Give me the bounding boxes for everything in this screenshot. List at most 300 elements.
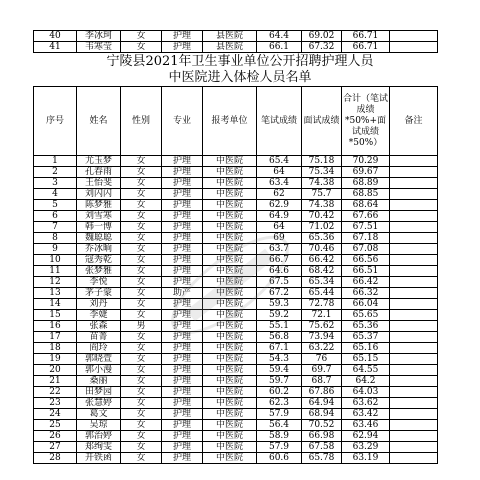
cell-sex: 女 bbox=[121, 42, 162, 53]
cell-note bbox=[390, 222, 438, 233]
cell-no: 6 bbox=[34, 211, 77, 222]
cell-sex: 女 bbox=[121, 178, 162, 189]
cell-interview: 65.36 bbox=[302, 233, 342, 244]
cell-written: 62 bbox=[257, 189, 302, 200]
cell-interview: 67.86 bbox=[302, 387, 342, 398]
cell-no: 20 bbox=[34, 365, 77, 376]
cell-sex: 女 bbox=[121, 277, 162, 288]
cell-no: 16 bbox=[34, 321, 77, 332]
cell-note bbox=[390, 409, 438, 420]
cell-note bbox=[390, 156, 438, 167]
cell-name: 陈梦雅 bbox=[77, 200, 121, 211]
cell-written: 54.3 bbox=[257, 354, 302, 365]
cell-total: 66.42 bbox=[342, 277, 390, 288]
cell-sex: 女 bbox=[121, 31, 162, 42]
cell-sex: 女 bbox=[121, 343, 162, 354]
cell-sex: 女 bbox=[121, 409, 162, 420]
cell-total: 64.2 bbox=[342, 376, 390, 387]
cell-no: 41 bbox=[34, 42, 77, 53]
table-row bbox=[34, 288, 438, 299]
cell-total: 67.66 bbox=[342, 211, 390, 222]
table-row bbox=[34, 244, 438, 255]
cell-major: 护理 bbox=[162, 244, 203, 255]
cell-major: 护理 bbox=[162, 332, 203, 343]
cell-written: 59.4 bbox=[257, 365, 302, 376]
table-row bbox=[34, 233, 438, 244]
cell-no: 4 bbox=[34, 189, 77, 200]
cell-sex: 女 bbox=[121, 255, 162, 266]
cell-unit: 中医院 bbox=[203, 398, 257, 409]
cell-sex: 女 bbox=[121, 310, 162, 321]
cell-major: 护理 bbox=[162, 431, 203, 442]
cell-written: 58.9 bbox=[257, 431, 302, 442]
cell-interview: 76 bbox=[302, 354, 342, 365]
cell-major: 护理 bbox=[162, 387, 203, 398]
cell-sex: 女 bbox=[121, 167, 162, 178]
cell-total: 63.46 bbox=[342, 420, 390, 431]
cell-interview: 75.18 bbox=[302, 156, 342, 167]
cell-written: 64 bbox=[257, 222, 302, 233]
cell-major: 护理 bbox=[162, 211, 203, 222]
cell-total: 70.29 bbox=[342, 156, 390, 167]
cell-no: 28 bbox=[34, 453, 77, 464]
cell-interview: 65.44 bbox=[302, 288, 342, 299]
cell-no: 7 bbox=[34, 222, 77, 233]
cell-total: 64.03 bbox=[342, 387, 390, 398]
cell-sex: 女 bbox=[121, 387, 162, 398]
cell-sex: 女 bbox=[121, 376, 162, 387]
cell-written: 60.2 bbox=[257, 387, 302, 398]
cell-total: 65.37 bbox=[342, 332, 390, 343]
cell-unit: 中医院 bbox=[203, 288, 257, 299]
cell-no: 21 bbox=[34, 376, 77, 387]
cell-major: 护理 bbox=[162, 420, 203, 431]
table-row bbox=[34, 365, 438, 376]
cell-sex: 女 bbox=[121, 200, 162, 211]
table-row bbox=[34, 255, 438, 266]
cell-unit: 中医院 bbox=[203, 255, 257, 266]
cell-interview: 70.42 bbox=[302, 211, 342, 222]
cell-note bbox=[390, 31, 438, 42]
table-row bbox=[34, 277, 438, 288]
cell-interview: 72.78 bbox=[302, 299, 342, 310]
cell-no: 2 bbox=[34, 167, 77, 178]
table-row bbox=[34, 310, 438, 321]
cell-name: 郑绚雯 bbox=[77, 442, 121, 453]
cell-sex: 女 bbox=[121, 442, 162, 453]
cell-unit: 中医院 bbox=[203, 299, 257, 310]
cell-written: 59.3 bbox=[257, 299, 302, 310]
cell-no: 12 bbox=[34, 277, 77, 288]
cell-interview: 66.42 bbox=[302, 255, 342, 266]
cell-interview: 67.32 bbox=[302, 42, 342, 53]
cell-unit: 中医院 bbox=[203, 365, 257, 376]
cell-major: 护理 bbox=[162, 266, 203, 277]
cell-major: 护理 bbox=[162, 365, 203, 376]
cell-note bbox=[390, 453, 438, 464]
cell-written: 64.4 bbox=[257, 31, 302, 42]
cell-unit: 县医院 bbox=[203, 31, 257, 42]
cell-interview: 65.78 bbox=[302, 453, 342, 464]
cell-unit: 中医院 bbox=[203, 453, 257, 464]
cell-name: 桑丽 bbox=[77, 376, 121, 387]
cell-major: 护理 bbox=[162, 343, 203, 354]
cell-interview: 75.34 bbox=[302, 167, 342, 178]
cell-interview: 75.62 bbox=[302, 321, 342, 332]
cell-note bbox=[390, 244, 438, 255]
cell-written: 56.4 bbox=[257, 420, 302, 431]
cell-no: 23 bbox=[34, 398, 77, 409]
cell-note bbox=[390, 365, 438, 376]
cell-major: 护理 bbox=[162, 233, 203, 244]
previous-list-table bbox=[33, 30, 438, 53]
page-subtitle: 中医院进入体检人员名单 bbox=[168, 70, 312, 85]
cell-name: 张梦雅 bbox=[77, 266, 121, 277]
cell-note bbox=[390, 266, 438, 277]
cell-written: 59.2 bbox=[257, 310, 302, 321]
table-row bbox=[34, 156, 438, 167]
header-note: 备注 bbox=[390, 87, 438, 156]
cell-interview: 74.38 bbox=[302, 178, 342, 189]
cell-sex: 女 bbox=[121, 233, 162, 244]
cell-unit: 中医院 bbox=[203, 409, 257, 420]
table-row bbox=[34, 420, 438, 431]
cell-note bbox=[390, 299, 438, 310]
cell-total: 66.71 bbox=[342, 31, 390, 42]
cell-interview: 65.34 bbox=[302, 277, 342, 288]
cell-interview: 67.58 bbox=[302, 442, 342, 453]
table-row bbox=[34, 398, 438, 409]
cell-unit: 县医院 bbox=[203, 42, 257, 53]
cell-name: 刘丹 bbox=[77, 299, 121, 310]
cell-major: 助产 bbox=[162, 288, 203, 299]
cell-total: 63.62 bbox=[342, 398, 390, 409]
cell-total: 66.32 bbox=[342, 288, 390, 299]
cell-total: 65.36 bbox=[342, 321, 390, 332]
cell-interview: 64.94 bbox=[302, 398, 342, 409]
cell-total: 67.18 bbox=[342, 233, 390, 244]
cell-sex: 女 bbox=[121, 189, 162, 200]
cell-major: 护理 bbox=[162, 167, 203, 178]
cell-no: 11 bbox=[34, 266, 77, 277]
cell-unit: 中医院 bbox=[203, 200, 257, 211]
cell-major: 护理 bbox=[162, 189, 203, 200]
cell-major: 护理 bbox=[162, 453, 203, 464]
cell-no: 15 bbox=[34, 310, 77, 321]
cell-no: 40 bbox=[34, 31, 77, 42]
cell-written: 56.8 bbox=[257, 332, 302, 343]
cell-unit: 中医院 bbox=[203, 354, 257, 365]
cell-name: 韦寒莹 bbox=[77, 42, 121, 53]
cell-name: 茅子蒙 bbox=[77, 288, 121, 299]
header-no: 序号 bbox=[34, 87, 77, 156]
header-name: 姓名 bbox=[77, 87, 121, 156]
header-unit: 报考单位 bbox=[203, 87, 257, 156]
cell-interview: 70.46 bbox=[302, 244, 342, 255]
table-row bbox=[34, 442, 438, 453]
cell-total: 65.16 bbox=[342, 343, 390, 354]
cell-interview: 68.94 bbox=[302, 409, 342, 420]
header-interview-score: 面试成绩 bbox=[302, 87, 342, 156]
cell-written: 67.2 bbox=[257, 288, 302, 299]
cell-sex: 女 bbox=[121, 244, 162, 255]
cell-sex: 女 bbox=[121, 222, 162, 233]
table-row bbox=[34, 376, 438, 387]
cell-note bbox=[390, 431, 438, 442]
cell-total: 62.94 bbox=[342, 431, 390, 442]
cell-unit: 中医院 bbox=[203, 222, 257, 233]
cell-total: 66.56 bbox=[342, 255, 390, 266]
cell-major: 护理 bbox=[162, 354, 203, 365]
cell-written: 66.7 bbox=[257, 255, 302, 266]
cell-name: 王怡斐 bbox=[77, 178, 121, 189]
cell-written: 62.9 bbox=[257, 200, 302, 211]
cell-unit: 中医院 bbox=[203, 321, 257, 332]
cell-name: 郭晓萱 bbox=[77, 354, 121, 365]
cell-sex: 女 bbox=[121, 431, 162, 442]
cell-total: 66.04 bbox=[342, 299, 390, 310]
cell-total: 63.19 bbox=[342, 453, 390, 464]
cell-sex: 女 bbox=[121, 156, 162, 167]
cell-note bbox=[390, 233, 438, 244]
cell-name: 李悦 bbox=[77, 277, 121, 288]
cell-major: 护理 bbox=[162, 200, 203, 211]
cell-unit: 中医院 bbox=[203, 431, 257, 442]
cell-interview: 75.7 bbox=[302, 189, 342, 200]
cell-no: 17 bbox=[34, 332, 77, 343]
header-written-score: 笔试成绩 bbox=[257, 87, 302, 156]
table-row bbox=[34, 211, 438, 222]
cell-unit: 中医院 bbox=[203, 376, 257, 387]
cell-interview: 66.98 bbox=[302, 431, 342, 442]
previous-list-body bbox=[34, 31, 438, 53]
cell-no: 18 bbox=[34, 343, 77, 354]
cell-interview: 70.52 bbox=[302, 420, 342, 431]
table-row bbox=[34, 222, 438, 233]
header-sex: 性别 bbox=[121, 87, 162, 156]
table-row bbox=[34, 332, 438, 343]
cell-no: 10 bbox=[34, 255, 77, 266]
table-row bbox=[34, 42, 438, 53]
cell-major: 护理 bbox=[162, 31, 203, 42]
cell-note bbox=[390, 178, 438, 189]
cell-sex: 女 bbox=[121, 288, 162, 299]
cell-major: 护理 bbox=[162, 156, 203, 167]
cell-written: 67.1 bbox=[257, 343, 302, 354]
cell-sex: 女 bbox=[121, 211, 162, 222]
table-row bbox=[34, 409, 438, 420]
cell-interview: 73.94 bbox=[302, 332, 342, 343]
cell-interview: 74.38 bbox=[302, 200, 342, 211]
cell-total: 66.51 bbox=[342, 266, 390, 277]
cell-unit: 中医院 bbox=[203, 156, 257, 167]
cell-major: 护理 bbox=[162, 409, 203, 420]
cell-name: 张森 bbox=[77, 321, 121, 332]
cell-note bbox=[390, 376, 438, 387]
table-row bbox=[34, 31, 438, 42]
cell-name: 吴琼 bbox=[77, 420, 121, 431]
cell-written: 57.9 bbox=[257, 442, 302, 453]
page-title: 宁陵县2021年卫生事业单位公开招聘护理人员 bbox=[106, 54, 374, 69]
cell-major: 护理 bbox=[162, 277, 203, 288]
cell-written: 66.1 bbox=[257, 42, 302, 53]
table-row bbox=[34, 354, 438, 365]
cell-unit: 中医院 bbox=[203, 178, 257, 189]
cell-name: 李婕 bbox=[77, 310, 121, 321]
cell-major: 护理 bbox=[162, 42, 203, 53]
cell-note bbox=[390, 387, 438, 398]
cell-sex: 女 bbox=[121, 354, 162, 365]
cell-major: 护理 bbox=[162, 310, 203, 321]
cell-sex: 男 bbox=[121, 321, 162, 332]
cell-unit: 中医院 bbox=[203, 332, 257, 343]
cell-written: 57.9 bbox=[257, 409, 302, 420]
cell-note bbox=[390, 310, 438, 321]
cell-total: 65.65 bbox=[342, 310, 390, 321]
cell-note bbox=[390, 332, 438, 343]
cell-note bbox=[390, 321, 438, 332]
cell-written: 63.7 bbox=[257, 244, 302, 255]
header-total-score: 合计（笔试成绩*50%+面试成绩*50%） bbox=[342, 87, 390, 156]
cell-written: 60.6 bbox=[257, 453, 302, 464]
cell-no: 26 bbox=[34, 431, 77, 442]
cell-note bbox=[390, 167, 438, 178]
cell-unit: 中医院 bbox=[203, 343, 257, 354]
cell-name: 葛文 bbox=[77, 409, 121, 420]
cell-sex: 女 bbox=[121, 420, 162, 431]
cell-total: 68.89 bbox=[342, 178, 390, 189]
cell-no: 1 bbox=[34, 156, 77, 167]
table-row bbox=[34, 299, 438, 310]
cell-sex: 女 bbox=[121, 266, 162, 277]
cell-name: 刘雪寒 bbox=[77, 211, 121, 222]
cell-no: 25 bbox=[34, 420, 77, 431]
cell-name: 开铁函 bbox=[77, 453, 121, 464]
cell-unit: 中医院 bbox=[203, 167, 257, 178]
table-header-row bbox=[34, 87, 438, 156]
cell-no: 24 bbox=[34, 409, 77, 420]
table-row bbox=[34, 387, 438, 398]
table-row bbox=[34, 178, 438, 189]
cell-unit: 中医院 bbox=[203, 211, 257, 222]
cell-note bbox=[390, 211, 438, 222]
table-row bbox=[34, 189, 438, 200]
cell-unit: 中医院 bbox=[203, 310, 257, 321]
cell-no: 8 bbox=[34, 233, 77, 244]
cell-name: 寇秀乾 bbox=[77, 255, 121, 266]
cell-name: 李冰珂 bbox=[77, 31, 121, 42]
cell-unit: 中医院 bbox=[203, 189, 257, 200]
cell-major: 护理 bbox=[162, 178, 203, 189]
cell-written: 65.4 bbox=[257, 156, 302, 167]
cell-major: 护理 bbox=[162, 398, 203, 409]
cell-interview: 69.02 bbox=[302, 31, 342, 42]
cell-note bbox=[390, 398, 438, 409]
table-row bbox=[34, 453, 438, 464]
cell-total: 68.85 bbox=[342, 189, 390, 200]
cell-sex: 女 bbox=[121, 332, 162, 343]
cell-total: 63.29 bbox=[342, 442, 390, 453]
cell-note bbox=[390, 288, 438, 299]
cell-no: 22 bbox=[34, 387, 77, 398]
cell-total: 63.42 bbox=[342, 409, 390, 420]
cell-unit: 中医院 bbox=[203, 277, 257, 288]
header-major: 专业 bbox=[162, 87, 203, 156]
cell-sex: 女 bbox=[121, 299, 162, 310]
cell-written: 69 bbox=[257, 233, 302, 244]
cell-note bbox=[390, 442, 438, 453]
cell-written: 55.1 bbox=[257, 321, 302, 332]
cell-sex: 女 bbox=[121, 453, 162, 464]
cell-major: 护理 bbox=[162, 299, 203, 310]
cell-no: 3 bbox=[34, 178, 77, 189]
cell-total: 67.08 bbox=[342, 244, 390, 255]
table-row bbox=[34, 431, 438, 442]
cell-written: 63.4 bbox=[257, 178, 302, 189]
cell-written: 64.6 bbox=[257, 266, 302, 277]
cell-no: 19 bbox=[34, 354, 77, 365]
cell-note bbox=[390, 277, 438, 288]
cell-note bbox=[390, 420, 438, 431]
cell-interview: 72.1 bbox=[302, 310, 342, 321]
cell-written: 64.9 bbox=[257, 211, 302, 222]
cell-total: 68.64 bbox=[342, 200, 390, 211]
table-row bbox=[34, 343, 438, 354]
cell-total: 69.67 bbox=[342, 167, 390, 178]
cell-name: 孔春雨 bbox=[77, 167, 121, 178]
cell-major: 护理 bbox=[162, 442, 203, 453]
cell-major: 护理 bbox=[162, 255, 203, 266]
cell-unit: 中医院 bbox=[203, 266, 257, 277]
cell-no: 9 bbox=[34, 244, 77, 255]
cell-interview: 68.7 bbox=[302, 376, 342, 387]
cell-name: 阎玲 bbox=[77, 343, 121, 354]
cell-no: 13 bbox=[34, 288, 77, 299]
cell-interview: 68.42 bbox=[302, 266, 342, 277]
cell-total: 64.55 bbox=[342, 365, 390, 376]
cell-major: 护理 bbox=[162, 376, 203, 387]
cell-sex: 女 bbox=[121, 365, 162, 376]
cell-no: 27 bbox=[34, 442, 77, 453]
cell-written: 62.3 bbox=[257, 398, 302, 409]
cell-unit: 中医院 bbox=[203, 420, 257, 431]
cell-note bbox=[390, 200, 438, 211]
cell-note bbox=[390, 354, 438, 365]
cell-unit: 中医院 bbox=[203, 233, 257, 244]
cell-note bbox=[390, 343, 438, 354]
cell-no: 5 bbox=[34, 200, 77, 211]
cell-interview: 63.22 bbox=[302, 343, 342, 354]
exam-list-table bbox=[33, 86, 438, 464]
cell-no: 14 bbox=[34, 299, 77, 310]
cell-note bbox=[390, 255, 438, 266]
table-row bbox=[34, 321, 438, 332]
cell-major: 护理 bbox=[162, 321, 203, 332]
cell-total: 67.51 bbox=[342, 222, 390, 233]
table-row bbox=[34, 266, 438, 277]
cell-written: 64 bbox=[257, 167, 302, 178]
cell-unit: 中医院 bbox=[203, 387, 257, 398]
cell-unit: 中医院 bbox=[203, 244, 257, 255]
exam-list-body bbox=[34, 156, 438, 464]
cell-name: 苗菁 bbox=[77, 332, 121, 343]
cell-note bbox=[390, 189, 438, 200]
cell-unit: 中医院 bbox=[203, 442, 257, 453]
cell-name: 田梦园 bbox=[77, 387, 121, 398]
cell-name: 郭治婷 bbox=[77, 431, 121, 442]
cell-interview: 69.7 bbox=[302, 365, 342, 376]
cell-name: 韩一博 bbox=[77, 222, 121, 233]
